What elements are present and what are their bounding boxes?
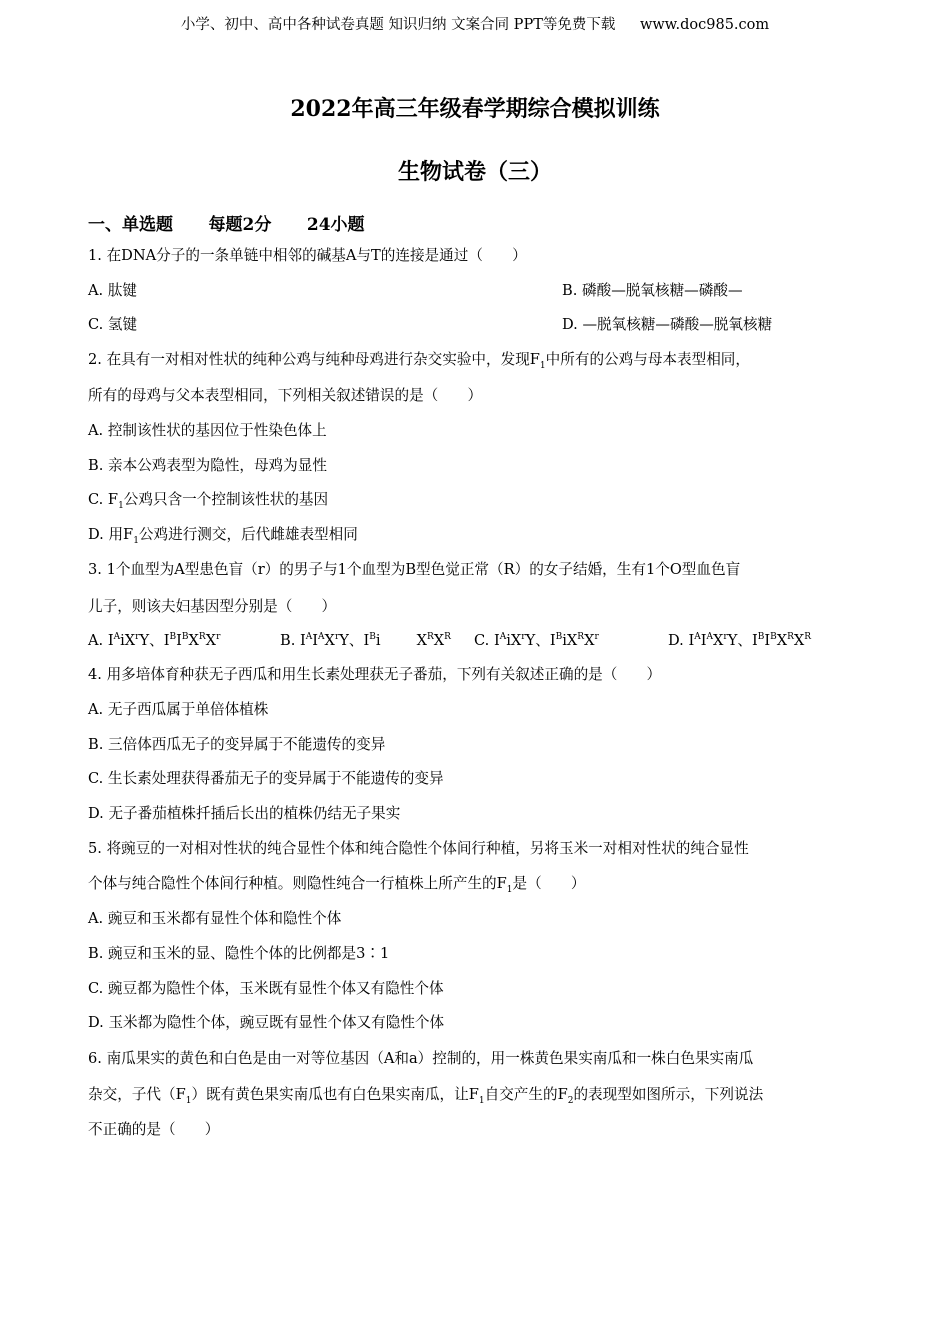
q6-stem-line1: 6. 南瓜果实的黄色和白色是由一对等位基因（A和a）控制的，用一株黄色果实南瓜和一株白色果实南瓜 [88,1050,754,1067]
q1-options-row1 [88,281,743,301]
q1-options-row2 [88,315,773,335]
exam-subtitle: 生物试卷（三） [397,159,552,185]
q1-stem: 1. 在DNA分子的一条单链中相邻的碱基A与T的连接是通过（ ） [88,247,527,264]
q4-option-b: B. 三倍体西瓜无子的变异属于不能遗传的变异 [88,736,386,753]
q6-stem-line2: 杂交，子代$(F_1)$既有黄色果实南瓜也有白色果实南瓜，让$F_1$自交产生的$F_2$的表现型如图所示，下列说法 [88,1086,764,1106]
q2-option-b: B. 亲本公鸡表型为隐性，母鸡为显性 [88,457,327,474]
q4-stem: 4. 用多培体育种获无子西瓜和用生长素处理获无子番茄，下列有关叙述正确的是（ ） [88,666,662,683]
header-site: www.doc985.com [639,17,770,33]
q5-stem-line2: 个体与纯合隐性个体间行种植。则隐性纯合一行植株上所产生的$F_1$是（ ） [88,875,586,895]
q3-stem-line2: 儿子，则该夫妇基因型分别是（ ） [88,598,337,615]
q2-stem-line1: 2. 在具有一对相对性状的纯种公鸡与纯种母鸡进行杂交实验中，发现$F_1$中所有的公鸡与母本表型相同， [88,351,750,371]
q1-option-c: C. 氢键 [88,316,138,333]
q3-stem-line1: 3. 1个血型为A型患色盲（r）的男子与1个血型为B型色觉正常（R）的女子结婚，生有1个O型血色盲 [88,561,741,578]
q2-stem-line2: 所有的母鸡与父本表型相同，下列相关叙述错误的是（ ） [88,387,483,404]
q1-option-d: D. —脱氧核糖—磷酸—脱氧核糖 [562,316,773,333]
section-heading [88,210,365,235]
q2-option-d: D. 用$F_1$公鸡进行测交，后代雌雄表型相同 [88,526,358,546]
section-label: 一、单选题 [88,215,173,235]
q5-stem-line1: 5. 将豌豆的一对相对性状的纯合显性个体和纯合隐性个体间行种植，另将玉米一对相对性状的纯合显性 [88,840,749,857]
q5-option-d: D. 玉米都为隐性个体，豌豆既有显性个体又有隐性个体 [88,1014,445,1031]
q3-option-d: D. $I^AI^AX^rY$、$I^BI^BX^RX^R$ [668,632,812,649]
q5-option-b: B. 豌豆和玉米的显、隐性个体的比例都是3∶1 [88,945,390,962]
header-text: 小学、初中、高中各种试卷真题 知识归纳 文案合同 PPT等免费下载 [180,17,616,33]
q3-option-c: C. $I^AiX^rY$、$I^BiX^RX^r$ [474,632,599,649]
section-score: 每题2分 [208,215,272,235]
q4-option-c: C. 生长素处理获得番茄无子的变异属于不能遗传的变异 [88,770,444,787]
q4-option-a: A. 无子西瓜属于单倍体植株 [88,701,269,718]
q1-option-a: A. 肽键 [88,282,138,299]
q3-option-a: A. $I^AiX^rY$、$I^BI^BX^RX^r$ [88,632,221,649]
section-count: 24小题 [306,215,365,235]
exam-title: 2022年高三年级春学期综合模拟训练 [290,96,660,122]
q2-option-a: A. 控制该性状的基因位于性染色体上 [88,422,327,439]
q5-option-c: C. 豌豆都为隐性个体，玉米既有显性个体又有隐性个体 [88,980,444,997]
q2-option-c: C. $F_1$公鸡只含一个控制该性状的基因 [88,491,329,511]
q6-stem-line3: 不正确的是（ ） [88,1121,220,1138]
q3-option-b: B. $I^AI^AX^rY$、$I^Bi$ $X^RX^R$ [280,632,451,649]
q1-option-b: B. 磷酸—脱氧核糖—磷酸— [562,282,743,299]
page-header [0,13,950,34]
q5-option-a: A. 豌豆和玉米都有显性个体和隐性个体 [88,910,342,927]
q4-option-d: D. 无子番茄植株扦插后长出的植株仍结无子果实 [88,805,401,822]
